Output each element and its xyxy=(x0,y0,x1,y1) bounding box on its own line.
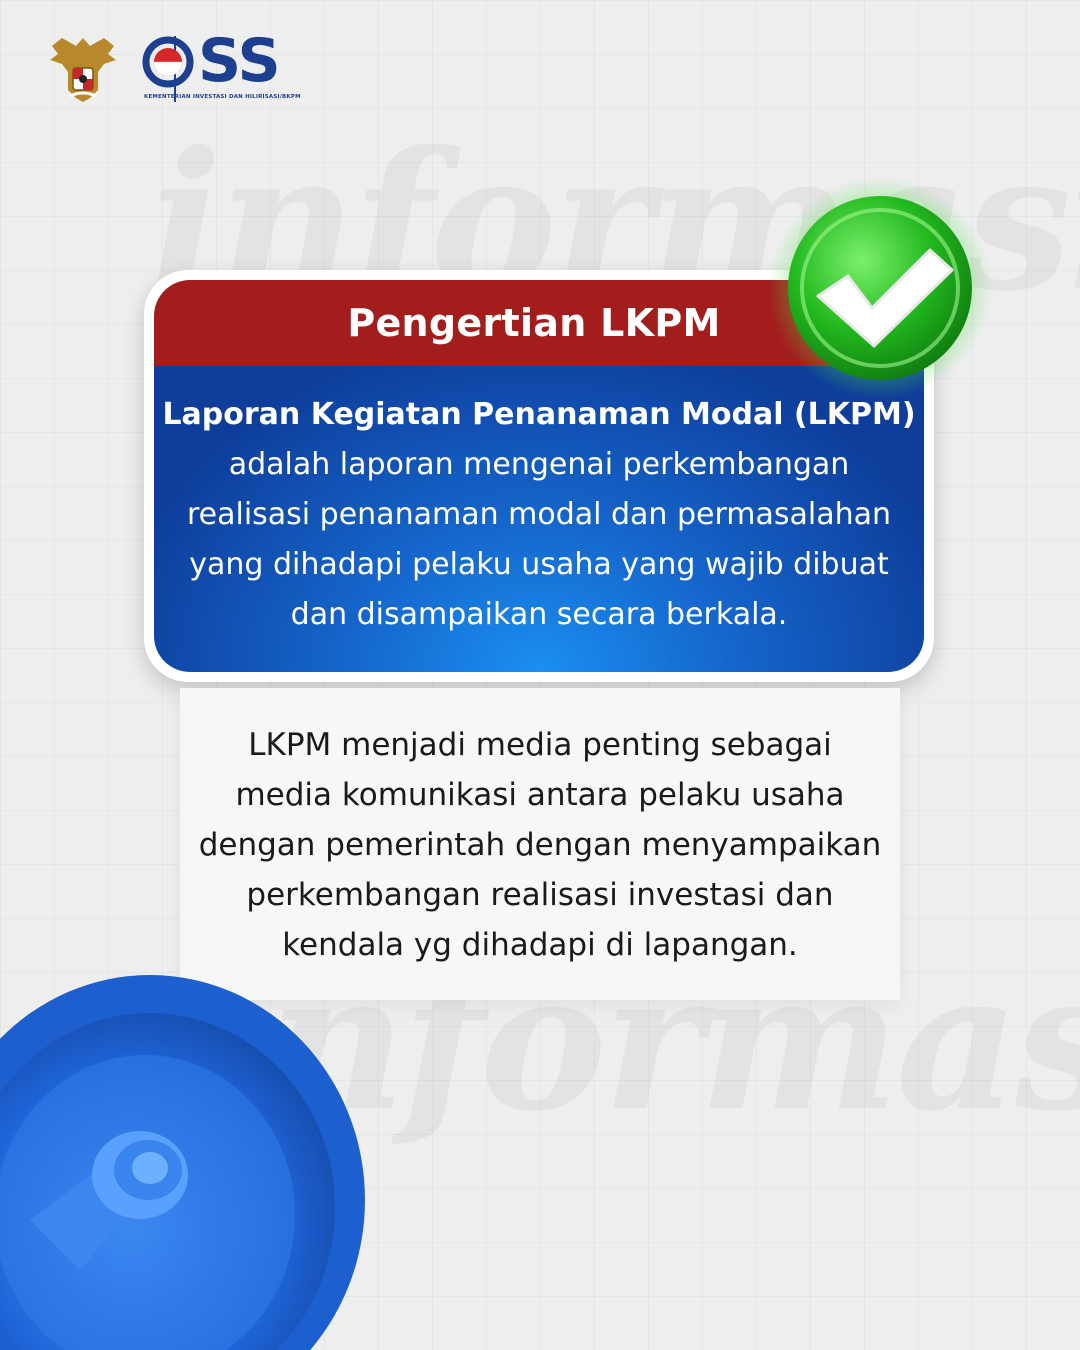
card-line: yang dihadapi pelaku usaha yang wajib dibuat xyxy=(189,547,889,582)
card-line: dan disampaikan secara berkala. xyxy=(290,597,788,632)
oss-subtitle: KEMENTERIAN INVESTASI DAN HILIRISASI/BKPM xyxy=(144,94,301,100)
garuda-emblem-icon xyxy=(48,32,118,104)
oss-o-mark-icon xyxy=(142,36,194,88)
info-line: dengan pemerintah dengan menyampaikan xyxy=(198,827,882,863)
card-line: realisasi penanaman modal dan permasalahan xyxy=(186,497,892,532)
oss-logo xyxy=(48,26,308,104)
card-lead: Laporan Kegiatan Penanaman Modal (LKPM) xyxy=(162,397,916,432)
card-body xyxy=(154,366,924,672)
checkmark-icon xyxy=(770,178,1000,408)
megaphone-icon xyxy=(0,970,380,1350)
card-title: Pengertian LKPM xyxy=(347,301,721,345)
oss-wordmark: SS xyxy=(198,26,280,96)
info-panel xyxy=(180,688,900,1000)
info-line: LKPM menjadi media penting sebagai xyxy=(248,727,832,763)
info-line: kendala yg dihadapi di lapangan. xyxy=(282,927,798,963)
info-line: perkembangan realisasi investasi dan xyxy=(246,877,834,913)
card-line: adalah laporan mengenai perkembangan xyxy=(228,447,850,482)
info-line: media komunikasi antara pelaku usaha xyxy=(235,777,845,813)
